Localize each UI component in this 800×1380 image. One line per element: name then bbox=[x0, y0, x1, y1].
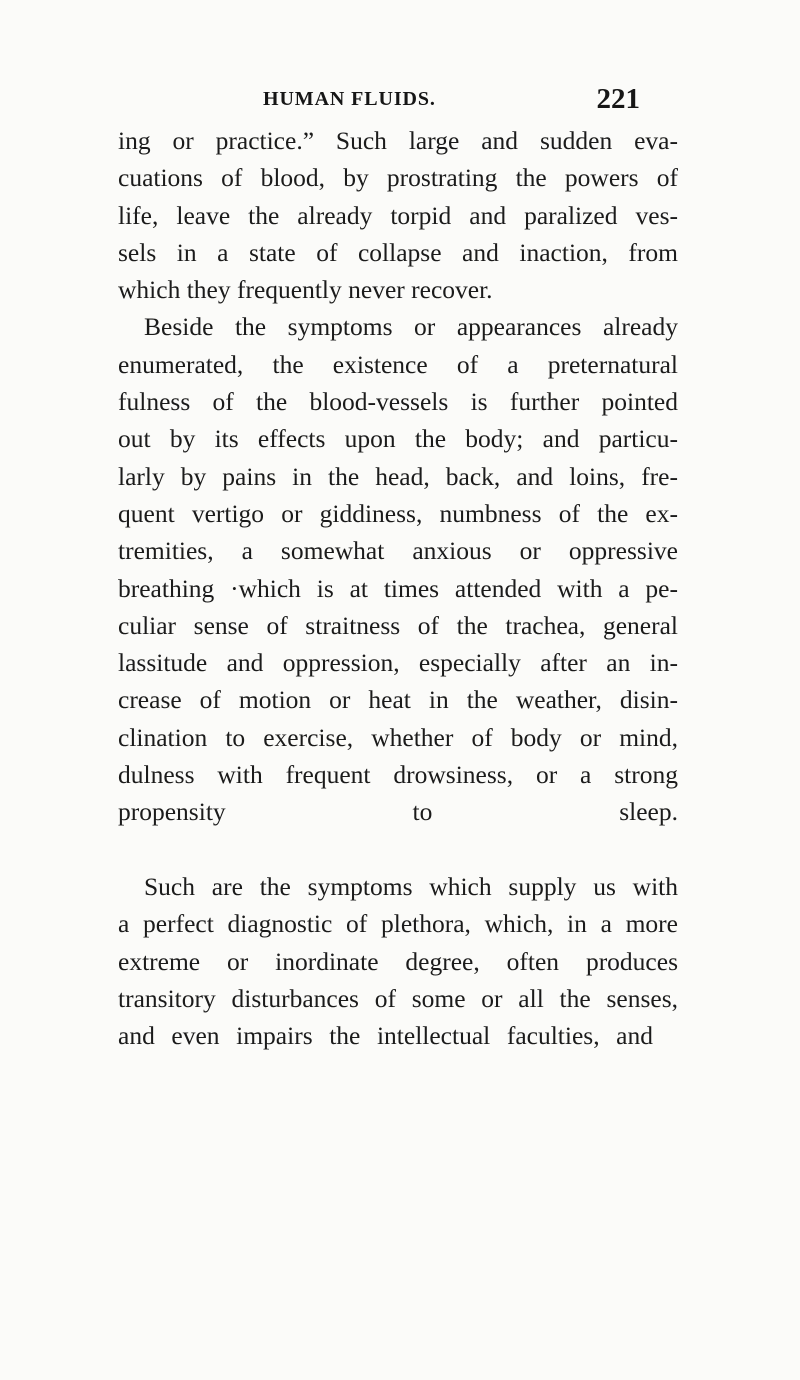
text-line: and even impairs the intellectual faculties, and bbox=[118, 1021, 653, 1051]
paragraph-2 bbox=[118, 308, 678, 867]
text-line: lassitude and oppression, especially after an in- bbox=[118, 648, 678, 678]
text-line bbox=[118, 831, 678, 868]
text-line: fulness of the blood-vessels is further pointed bbox=[118, 387, 678, 417]
text-line: quent vertigo or giddiness, numbness of the ex- bbox=[118, 498, 678, 528]
text-line: life, leave the already torpid and paralized ves- bbox=[118, 200, 678, 230]
text-line: propensity to sleep. bbox=[118, 797, 678, 827]
running-head bbox=[235, 83, 640, 115]
text-line: extreme or inordinate degree, often produces bbox=[118, 946, 678, 976]
text-line: a perfect diagnostic of plethora, which, in a more bbox=[118, 909, 678, 939]
text-line: which they frequently never recover. bbox=[118, 275, 493, 305]
text-line: breathing ·which is at times attended with a pe- bbox=[118, 573, 678, 603]
text-line: cuations of blood, by prostrating the powers of bbox=[118, 163, 678, 193]
text-line: larly by pains in the head, back, and loins, fre- bbox=[118, 461, 678, 491]
text-line: dulness with frequent drowsiness, or a strong bbox=[118, 760, 678, 790]
text-line: Beside the symptoms or appearances already bbox=[144, 312, 678, 342]
text-line: tremities, a somewhat anxious or oppressive bbox=[118, 536, 678, 566]
text-line: out by its effects upon the body; and particu- bbox=[118, 424, 678, 454]
page-number: 221 bbox=[596, 83, 640, 115]
text-line: clination to exercise, whether of body or mind, bbox=[118, 722, 678, 752]
text-line: transitory disturbances of some or all the senses, bbox=[118, 983, 678, 1013]
text-line: Such are the symptoms which supply us with bbox=[144, 871, 678, 901]
text-line: sels in a state of collapse and inaction, from bbox=[118, 237, 678, 267]
body-text bbox=[118, 122, 678, 1054]
paragraph-3 bbox=[118, 868, 678, 1054]
paragraph-1 bbox=[118, 122, 678, 308]
text-line: enumerated, the existence of a preternatural bbox=[118, 349, 678, 379]
text-line: crease of motion or heat in the weather, disin- bbox=[118, 685, 678, 715]
text-line: culiar sense of straitness of the trachea, general bbox=[118, 610, 678, 640]
text-line: ing or practice.” Such large and sudden eva- bbox=[118, 126, 678, 155]
running-title: HUMAN FLUIDS. bbox=[263, 88, 436, 110]
